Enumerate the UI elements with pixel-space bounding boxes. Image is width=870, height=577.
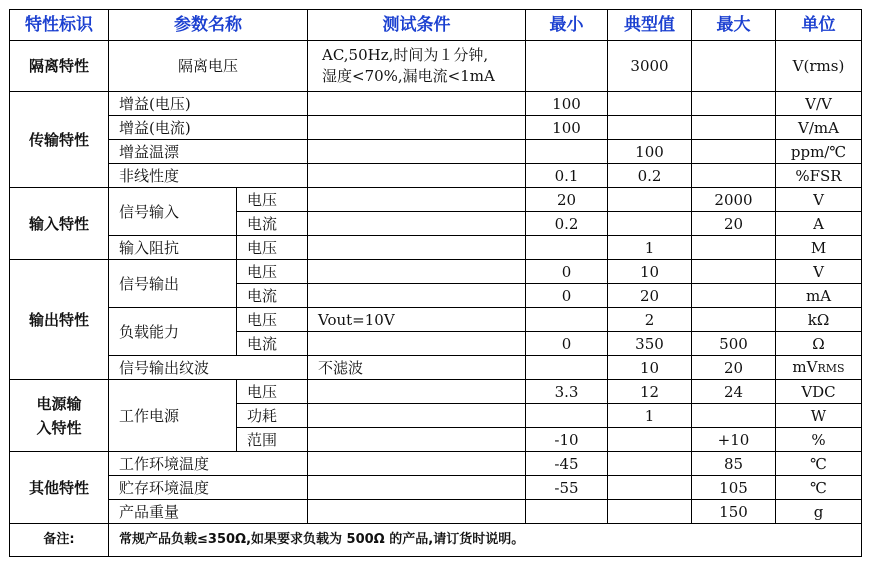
transfer-unit: %FSR <box>776 164 862 188</box>
transfer-row <box>10 116 862 140</box>
input-row <box>10 188 862 212</box>
header-unit: 单位 <box>776 10 862 41</box>
output-row <box>10 356 862 380</box>
input-condition <box>308 188 526 212</box>
other-param: 产品重量 <box>109 500 308 524</box>
power-min: -10 <box>526 428 608 452</box>
power-row <box>10 380 862 404</box>
input-impedance-label: 输入阻抗 <box>109 236 237 260</box>
input-condition <box>308 236 526 260</box>
other-typ <box>608 452 692 476</box>
other-unit: ℃ <box>776 452 862 476</box>
other-min <box>526 500 608 524</box>
output-min: 0 <box>526 284 608 308</box>
output-condition: Vout=10V <box>308 308 526 332</box>
other-typ <box>608 500 692 524</box>
input-row <box>10 236 862 260</box>
other-min: -45 <box>526 452 608 476</box>
transfer-condition <box>308 116 526 140</box>
other-unit: ℃ <box>776 476 862 500</box>
output-min: 0 <box>526 332 608 356</box>
transfer-min: 100 <box>526 116 608 140</box>
other-category: 其他特性 <box>10 452 109 524</box>
input-unit: A <box>776 212 862 236</box>
input-min: 0.2 <box>526 212 608 236</box>
power-category-line1: 电源输 <box>36 394 82 413</box>
transfer-row <box>10 140 862 164</box>
transfer-condition <box>308 140 526 164</box>
input-min <box>526 236 608 260</box>
transfer-max <box>692 140 776 164</box>
output-max: 500 <box>692 332 776 356</box>
output-max <box>692 284 776 308</box>
power-typ <box>608 428 692 452</box>
output-ripple-unit-prefix: mV <box>792 357 818 376</box>
output-min <box>526 356 608 380</box>
output-min: 0 <box>526 260 608 284</box>
output-unit: Ω <box>776 332 862 356</box>
input-typ: 1 <box>608 236 692 260</box>
power-unit: W <box>776 404 862 428</box>
other-row <box>10 500 862 524</box>
power-typ: 12 <box>608 380 692 404</box>
header-max: 最大 <box>692 10 776 41</box>
transfer-min: 0.1 <box>526 164 608 188</box>
power-unit: % <box>776 428 862 452</box>
isolation-max <box>692 41 776 92</box>
input-typ <box>608 188 692 212</box>
transfer-row <box>10 164 862 188</box>
transfer-condition <box>308 164 526 188</box>
input-min: 20 <box>526 188 608 212</box>
other-typ <box>608 476 692 500</box>
input-sub: 电压 <box>237 236 308 260</box>
other-param: 工作环境温度 <box>109 452 308 476</box>
output-ripple-label: 信号输出纹波 <box>109 356 308 380</box>
transfer-condition <box>308 92 526 116</box>
transfer-param: 增益(电流) <box>109 116 308 140</box>
power-sub: 电压 <box>237 380 308 404</box>
output-condition <box>308 284 526 308</box>
transfer-unit: V/V <box>776 92 862 116</box>
input-unit: V <box>776 188 862 212</box>
other-max: 105 <box>692 476 776 500</box>
power-typ: 1 <box>608 404 692 428</box>
transfer-max <box>692 116 776 140</box>
isolation-typ: 3000 <box>608 41 692 92</box>
header-typ: 典型值 <box>608 10 692 41</box>
output-unit: mA <box>776 284 862 308</box>
other-condition <box>308 476 526 500</box>
input-typ <box>608 212 692 236</box>
header-min: 最小 <box>526 10 608 41</box>
isolation-min <box>526 41 608 92</box>
power-condition <box>308 404 526 428</box>
power-sub: 范围 <box>237 428 308 452</box>
transfer-param: 增益(电压) <box>109 92 308 116</box>
note-label: 备注: <box>10 524 109 557</box>
transfer-unit: V/mA <box>776 116 862 140</box>
output-condition <box>308 332 526 356</box>
output-category: 输出特性 <box>10 260 109 380</box>
output-condition: 不滤波 <box>308 356 526 380</box>
output-unit <box>776 356 862 380</box>
input-signal-label: 信号输入 <box>109 188 237 236</box>
header-condition: 测试条件 <box>308 10 526 41</box>
power-condition <box>308 428 526 452</box>
output-max: 20 <box>692 356 776 380</box>
output-row <box>10 308 862 332</box>
output-sub: 电压 <box>237 308 308 332</box>
transfer-param: 非线性度 <box>109 164 308 188</box>
isolation-row <box>10 41 862 92</box>
other-max: 150 <box>692 500 776 524</box>
output-typ: 10 <box>608 260 692 284</box>
power-category-line2: 入特性 <box>36 418 82 437</box>
isolation-param: 隔离电压 <box>109 41 308 92</box>
output-max <box>692 260 776 284</box>
note-text: 常规产品负载≤350Ω,如果要求负载为 500Ω 的产品,请订货时说明。 <box>109 524 862 557</box>
power-condition <box>308 380 526 404</box>
transfer-row <box>10 92 862 116</box>
power-category <box>10 380 109 452</box>
output-condition <box>308 260 526 284</box>
output-row <box>10 260 862 284</box>
transfer-category: 传输特性 <box>10 92 109 188</box>
output-load-label: 负载能力 <box>109 308 237 356</box>
other-min: -55 <box>526 476 608 500</box>
other-condition <box>308 452 526 476</box>
output-typ: 20 <box>608 284 692 308</box>
other-max: 85 <box>692 452 776 476</box>
power-max <box>692 404 776 428</box>
isolation-condition-line1: AC,50Hz,时间为１分钟, <box>322 46 489 64</box>
input-max: 2000 <box>692 188 776 212</box>
output-max <box>692 308 776 332</box>
output-sub: 电压 <box>237 260 308 284</box>
output-typ: 350 <box>608 332 692 356</box>
power-sub: 功耗 <box>237 404 308 428</box>
output-typ: 10 <box>608 356 692 380</box>
header-row <box>10 10 862 41</box>
transfer-max <box>692 92 776 116</box>
other-unit: g <box>776 500 862 524</box>
power-min <box>526 404 608 428</box>
transfer-typ <box>608 92 692 116</box>
isolation-condition-line2: 湿度<70%,漏电流<1mA <box>322 67 495 85</box>
input-unit: M <box>776 236 862 260</box>
header-param: 参数名称 <box>109 10 308 41</box>
transfer-typ: 100 <box>608 140 692 164</box>
other-param: 贮存环境温度 <box>109 476 308 500</box>
input-sub: 电压 <box>237 188 308 212</box>
output-sub: 电流 <box>237 284 308 308</box>
input-condition <box>308 212 526 236</box>
isolation-category: 隔离特性 <box>10 41 109 92</box>
transfer-typ <box>608 116 692 140</box>
input-sub: 电流 <box>237 212 308 236</box>
input-category: 输入特性 <box>10 188 109 260</box>
power-max: 24 <box>692 380 776 404</box>
other-row <box>10 452 862 476</box>
transfer-typ: 0.2 <box>608 164 692 188</box>
transfer-min: 100 <box>526 92 608 116</box>
other-condition <box>308 500 526 524</box>
input-max <box>692 236 776 260</box>
output-unit: V <box>776 260 862 284</box>
spec-table <box>9 9 862 557</box>
header-category: 特性标识 <box>10 10 109 41</box>
power-unit: VDC <box>776 380 862 404</box>
output-signal-label: 信号输出 <box>109 260 237 308</box>
note-row <box>10 524 862 557</box>
output-typ: 2 <box>608 308 692 332</box>
input-max: 20 <box>692 212 776 236</box>
transfer-min <box>526 140 608 164</box>
output-ripple-unit-suffix: RMS <box>817 361 845 375</box>
other-row <box>10 476 862 500</box>
power-label: 工作电源 <box>109 380 237 452</box>
output-sub: 电流 <box>237 332 308 356</box>
isolation-unit: V(rms) <box>776 41 862 92</box>
output-unit: kΩ <box>776 308 862 332</box>
power-min: 3.3 <box>526 380 608 404</box>
output-min <box>526 308 608 332</box>
transfer-max <box>692 164 776 188</box>
isolation-condition <box>308 41 526 92</box>
transfer-unit: ppm/℃ <box>776 140 862 164</box>
transfer-param: 增益温漂 <box>109 140 308 164</box>
power-max: +10 <box>692 428 776 452</box>
